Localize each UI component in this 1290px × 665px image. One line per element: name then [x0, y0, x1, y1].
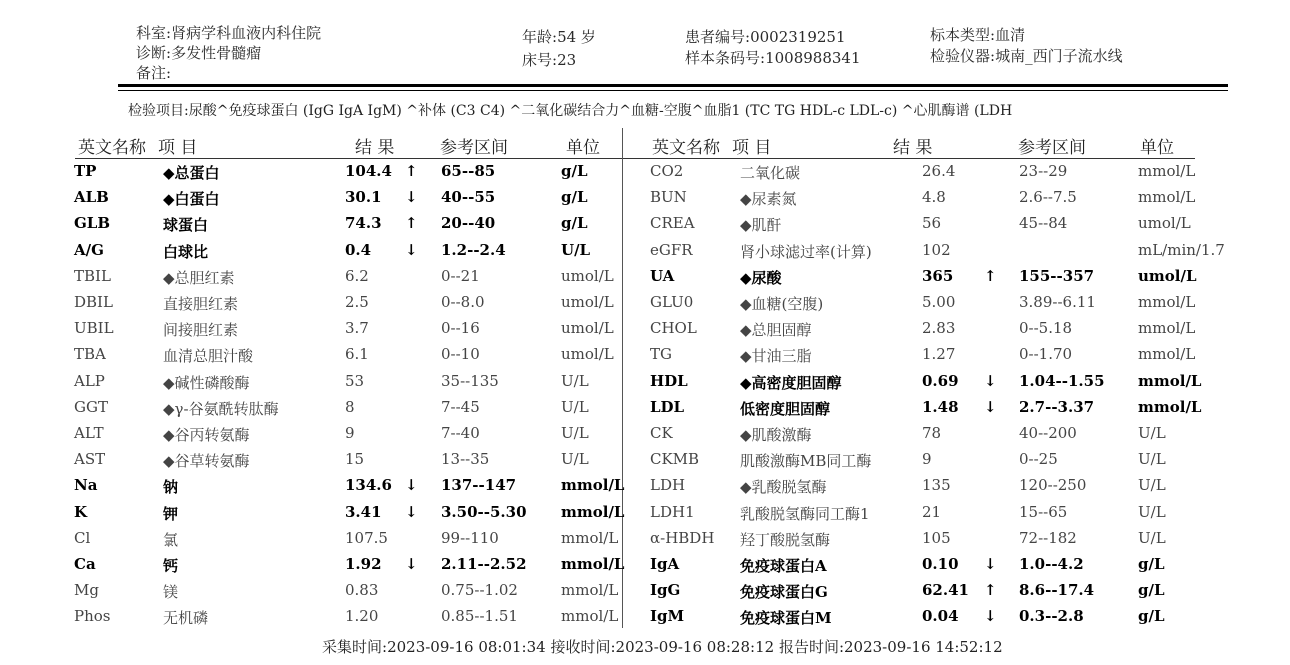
instrument-line	[930, 45, 1123, 66]
dept-label: 科室:	[136, 24, 172, 42]
unit: U/L	[561, 450, 589, 469]
result-row-right	[0, 555, 1290, 579]
flag-arrow: ↓	[405, 240, 418, 259]
result-value: 15	[345, 450, 365, 469]
reference-range: 0--1.70	[1019, 345, 1073, 364]
flag-arrow: ↓	[984, 397, 997, 416]
result-row-right	[0, 529, 1290, 553]
reference-range: 72--182	[1019, 528, 1077, 547]
test-name: 免疫球蛋白A	[740, 557, 827, 575]
reference-range: 2.11--2.52	[441, 555, 527, 573]
unit: U/L	[561, 397, 589, 416]
result-value: 1.20	[345, 607, 379, 626]
unit: g/L	[561, 162, 588, 180]
bed-line	[522, 49, 576, 70]
test-code: Phos	[74, 607, 111, 626]
result-value: 0.10	[922, 555, 959, 573]
flag-arrow: ↓	[405, 188, 418, 207]
dept-line	[136, 22, 321, 43]
result-row-right	[0, 476, 1290, 500]
unit: umol/L	[561, 266, 614, 285]
test-name: 肾小球滤过率(计算)	[740, 242, 872, 261]
note-line	[136, 62, 171, 83]
result-value: 134.6	[345, 476, 392, 495]
test-name: 血清总胆汁酸	[163, 347, 254, 366]
test-name: 球蛋白	[163, 216, 209, 235]
result-value: 9	[922, 450, 932, 469]
test-code: IgM	[650, 607, 685, 626]
result-row-right	[0, 241, 1290, 265]
test-name: ◆总胆红素	[163, 268, 235, 287]
barcode-label: 样本条码号:	[685, 49, 766, 67]
unit: g/L	[1138, 581, 1165, 600]
result-value: 21	[922, 502, 942, 521]
test-code: Na	[74, 476, 98, 495]
reference-range: 155--357	[1019, 266, 1095, 285]
flag-arrow: ↑	[984, 581, 997, 600]
reference-range: 99--110	[441, 528, 499, 547]
unit: mmol/L	[1138, 397, 1202, 416]
test-code: GLU0	[650, 293, 694, 311]
reference-range: 120--250	[1019, 476, 1087, 495]
test-name: 低密度胆固醇	[740, 399, 831, 418]
result-value: 78	[922, 424, 942, 442]
result-value: 105	[922, 528, 951, 547]
test-name: ◆白蛋白	[163, 190, 220, 209]
col-item-left: 项 目	[158, 138, 198, 158]
test-name: 白球比	[163, 242, 209, 261]
test-name: ◆γ-谷氨酰转肽酶	[163, 399, 279, 418]
test-name: ◆尿酸	[740, 268, 782, 287]
test-name: ◆总胆固醇	[740, 321, 812, 340]
test-code: DBIL	[74, 293, 113, 311]
unit: mL/min/1.7	[1138, 240, 1225, 259]
test-name: ◆血糖(空腹)	[740, 295, 824, 313]
test-code: Mg	[74, 581, 99, 600]
col-ref-left: 参考区间	[440, 138, 508, 158]
table-header-rule	[75, 158, 1195, 159]
result-row-right	[0, 607, 1290, 631]
test-code: UA	[650, 266, 675, 285]
test-name: 钾	[163, 504, 179, 523]
result-row-right	[0, 450, 1290, 474]
flag-arrow: ↑	[405, 162, 418, 180]
result-value: 1.48	[922, 397, 959, 416]
instrument-value: 城南_西门子流水线	[995, 47, 1123, 65]
result-value: 30.1	[345, 188, 382, 207]
unit: g/L	[1138, 607, 1165, 626]
test-name: ◆甘油三脂	[740, 347, 812, 366]
test-name: ◆总蛋白	[163, 164, 220, 182]
test-name: ◆尿素氮	[740, 190, 797, 209]
reference-range: 0.75--1.02	[441, 581, 518, 600]
diagnosis-line	[136, 42, 261, 63]
flag-arrow: ↓	[984, 555, 997, 573]
unit: umol/L	[561, 293, 614, 311]
test-code: IgG	[650, 581, 681, 600]
flag-arrow: ↓	[405, 502, 418, 521]
unit: mmol/L	[561, 476, 625, 495]
test-code: ALB	[74, 188, 109, 207]
result-row-right	[0, 503, 1290, 527]
reference-range: 7--45	[441, 397, 480, 416]
flag-arrow: ↓	[984, 371, 997, 390]
col-en-name-right: 英文名称	[652, 138, 720, 158]
result-value: 62.41	[922, 581, 969, 600]
test-code: TBA	[74, 345, 106, 364]
unit: mmol/L	[1138, 293, 1196, 311]
col-item-right: 项 目	[732, 138, 772, 158]
result-row-right	[0, 214, 1290, 238]
reference-range: 3.89--6.11	[1019, 293, 1096, 311]
test-name: ◆肌酐	[740, 216, 782, 235]
flag-arrow: ↑	[984, 266, 997, 285]
header-rule-thin	[118, 90, 1228, 91]
reference-range: 0--25	[1019, 450, 1058, 469]
result-row-right	[0, 398, 1290, 422]
reference-range: 1.0--4.2	[1019, 555, 1084, 573]
test-name: 二氧化碳	[740, 164, 801, 182]
result-row-right	[0, 372, 1290, 396]
reference-range: 137--147	[441, 476, 517, 495]
unit: mmol/L	[561, 502, 625, 521]
test-code: GGT	[74, 397, 108, 416]
test-name: ◆谷草转氨酶	[163, 452, 250, 471]
test-name: ◆乳酸脱氢酶	[740, 478, 827, 497]
bed-label: 床号:	[522, 51, 558, 69]
unit: U/L	[1138, 502, 1166, 521]
unit: U/L	[1138, 476, 1166, 495]
test-name: 镁	[163, 583, 179, 602]
test-code: CREA	[650, 214, 695, 233]
reference-range: 1.04--1.55	[1019, 371, 1105, 390]
result-value: 6.2	[345, 266, 369, 285]
reference-range: 0.85--1.51	[441, 607, 518, 626]
sample-type-label: 标本类型:	[930, 26, 996, 44]
receive-time-value: 2023-09-16 08:28:12	[615, 638, 775, 656]
reference-range: 0--8.0	[441, 293, 485, 311]
test-code: AST	[74, 450, 106, 469]
result-value: 56	[922, 214, 942, 233]
unit: mmol/L	[561, 555, 625, 573]
unit: U/L	[561, 371, 589, 390]
unit: g/L	[1138, 555, 1165, 573]
reference-range: 3.50--5.30	[441, 502, 527, 521]
test-name: ◆高密度胆固醇	[740, 373, 842, 392]
flag-arrow: ↓	[405, 476, 418, 495]
barcode-value: 1008988341	[765, 49, 861, 67]
barcode-line	[685, 47, 861, 68]
test-name: 肌酸激酶MB同工酶	[740, 452, 872, 471]
unit: g/L	[561, 214, 588, 233]
col-unit-left: 单位	[566, 138, 600, 158]
reference-range: 2.7--3.37	[1019, 397, 1095, 416]
age-label: 年龄:	[522, 28, 558, 46]
result-row-right	[0, 345, 1290, 369]
unit: U/L	[1138, 528, 1166, 547]
report-time-value: 2023-09-16 14:52:12	[844, 638, 1003, 656]
result-value: 0.4	[345, 240, 372, 259]
reference-range: 2.6--7.5	[1019, 188, 1077, 207]
flag-arrow: ↓	[984, 607, 997, 626]
result-value: 2.83	[922, 319, 956, 338]
reference-range: 1.2--2.4	[441, 240, 506, 259]
result-value: 8	[345, 397, 355, 416]
col-unit-right: 单位	[1140, 138, 1174, 158]
reference-range: 23--29	[1019, 162, 1068, 180]
sample-type-value: 血清	[995, 26, 1026, 44]
reference-range: 0--5.18	[1019, 319, 1073, 338]
unit: umol/L	[1138, 266, 1197, 285]
test-name: ◆碱性磷酸酶	[163, 373, 250, 392]
test-name: 羟丁酸脱氢酶	[740, 530, 831, 549]
test-code: A/G	[74, 240, 104, 259]
reference-range: 0.3--2.8	[1019, 607, 1084, 626]
test-name: 钙	[163, 557, 179, 575]
unit: mmol/L	[1138, 188, 1196, 207]
col-result-left: 结 果	[355, 138, 395, 158]
test-code: K	[74, 502, 88, 521]
test-items-line: 检验项目:尿酸^免疫球蛋白 (IgG IgA IgM) ^补体 (C3 C4) ^二氧化碳结合力^血糖-空腹^血脂1 (TC TG HDL-c LDL-c) ^心肌酶谱 (LDH	[128, 103, 1013, 119]
bed-value: 23	[557, 51, 577, 69]
result-row-right	[0, 267, 1290, 291]
unit: umol/L	[561, 319, 614, 338]
result-value: 4.8	[922, 188, 946, 207]
test-code: LDL	[650, 397, 685, 416]
receive-time-label: 接收时间:	[550, 638, 616, 656]
patient-id-label: 患者编号:	[685, 28, 751, 46]
patient-id-line	[685, 26, 846, 47]
test-code: CO2	[650, 162, 684, 180]
test-code: TBIL	[74, 266, 111, 285]
patient-id-value: 0002319251	[750, 28, 846, 46]
test-code: ALT	[74, 424, 104, 442]
flag-arrow: ↑	[405, 214, 418, 233]
test-code: TG	[650, 345, 672, 364]
result-value: 0.83	[345, 581, 379, 600]
reference-range: 13--35	[441, 450, 490, 469]
instrument-label: 检验仪器:	[930, 47, 996, 65]
reference-range: 65--85	[441, 162, 496, 180]
result-row-right	[0, 424, 1290, 448]
dept-value: 肾病学科血液内科住院	[171, 24, 322, 42]
age-line	[522, 26, 596, 47]
result-value: 365	[922, 266, 954, 285]
unit: U/L	[561, 424, 589, 442]
unit: mmol/L	[1138, 162, 1196, 180]
collect-time-label: 采集时间:	[322, 638, 388, 656]
test-name: 钠	[163, 478, 179, 497]
test-name: 乳酸脱氢酶同工酶1	[740, 504, 870, 523]
result-row-right	[0, 188, 1290, 212]
unit: mmol/L	[1138, 319, 1196, 338]
result-row-right	[0, 162, 1290, 186]
test-code: TP	[74, 162, 97, 180]
reference-range: 0--16	[441, 319, 480, 338]
test-code: LDH	[650, 476, 686, 495]
test-code: eGFR	[650, 240, 693, 259]
report-time-label: 报告时间:	[778, 638, 844, 656]
reference-range: 0--10	[441, 345, 480, 364]
reference-range: 35--135	[441, 371, 499, 390]
col-en-name-left: 英文名称	[78, 138, 146, 158]
result-value: 2.5	[345, 293, 369, 311]
reference-range: 15--65	[1019, 502, 1068, 521]
collect-time-value: 2023-09-16 08:01:34	[387, 638, 546, 656]
reference-range: 45--84	[1019, 214, 1068, 233]
unit: umol/L	[561, 345, 614, 364]
result-value: 3.7	[345, 319, 369, 338]
sample-type-line	[930, 24, 1025, 45]
test-code: α-HBDH	[650, 528, 715, 547]
reference-range: 7--40	[441, 424, 480, 442]
unit: mmol/L	[561, 528, 619, 547]
unit: U/L	[561, 240, 591, 259]
reference-range: 8.6--17.4	[1019, 581, 1095, 600]
reference-range: 20--40	[441, 214, 496, 233]
test-code: CK	[650, 424, 673, 442]
reference-range: 40--55	[441, 188, 496, 207]
result-row-right	[0, 293, 1290, 317]
unit: umol/L	[1138, 214, 1191, 233]
unit: U/L	[1138, 450, 1166, 469]
test-name: 免疫球蛋白M	[740, 609, 832, 628]
reference-range: 40--200	[1019, 424, 1077, 442]
col-ref-right: 参考区间	[1018, 138, 1086, 158]
test-name: 直接胆红素	[163, 295, 239, 313]
test-code: ALP	[74, 371, 105, 390]
test-code: Ca	[74, 555, 96, 573]
result-value: 0.69	[922, 371, 959, 390]
test-code: BUN	[650, 188, 687, 207]
header-rule-thick	[118, 84, 1228, 87]
test-code: CKMB	[650, 450, 700, 469]
result-value: 0.04	[922, 607, 959, 626]
result-value: 135	[922, 476, 951, 495]
result-value: 5.00	[922, 293, 956, 311]
result-value: 107.5	[345, 528, 388, 547]
test-name: ◆谷丙转氨酶	[163, 426, 250, 444]
timestamps-line	[322, 636, 1003, 657]
result-value: 1.27	[922, 345, 956, 364]
test-code: LDH1	[650, 502, 695, 521]
test-code: UBIL	[74, 319, 114, 338]
result-value: 3.41	[345, 502, 382, 521]
result-value: 74.3	[345, 214, 382, 233]
test-name: 免疫球蛋白G	[740, 583, 828, 602]
flag-arrow: ↓	[405, 555, 418, 573]
test-code: IgA	[650, 555, 680, 573]
test-name: ◆肌酸激酶	[740, 426, 812, 444]
reference-range: 0--21	[441, 266, 480, 285]
diagnosis-label: 诊断:	[136, 44, 172, 62]
test-name: 无机磷	[163, 609, 209, 628]
result-value: 26.4	[922, 162, 956, 180]
unit: mmol/L	[561, 581, 619, 600]
test-code: GLB	[74, 214, 111, 233]
diagnosis-value: 多发性骨髓瘤	[171, 44, 262, 62]
col-result-right: 结 果	[893, 138, 933, 158]
test-code: CHOL	[650, 319, 697, 338]
test-code: HDL	[650, 371, 688, 390]
unit: mmol/L	[561, 607, 619, 626]
result-row-right	[0, 319, 1290, 343]
result-value: 53	[345, 371, 365, 390]
note-label: 备注:	[136, 64, 172, 82]
unit: mmol/L	[1138, 371, 1202, 390]
test-name: 间接胆红素	[163, 321, 239, 340]
result-value: 1.92	[345, 555, 382, 573]
result-value: 6.1	[345, 345, 369, 364]
result-value: 102	[922, 240, 951, 259]
unit: U/L	[1138, 424, 1166, 442]
test-name: 氯	[163, 530, 179, 549]
result-row-right	[0, 581, 1290, 605]
test-code: Cl	[74, 528, 91, 547]
result-value: 104.4	[345, 162, 392, 180]
age-value: 54 岁	[557, 28, 596, 46]
result-value: 9	[345, 424, 355, 442]
unit: g/L	[561, 188, 588, 207]
unit: mmol/L	[1138, 345, 1196, 364]
